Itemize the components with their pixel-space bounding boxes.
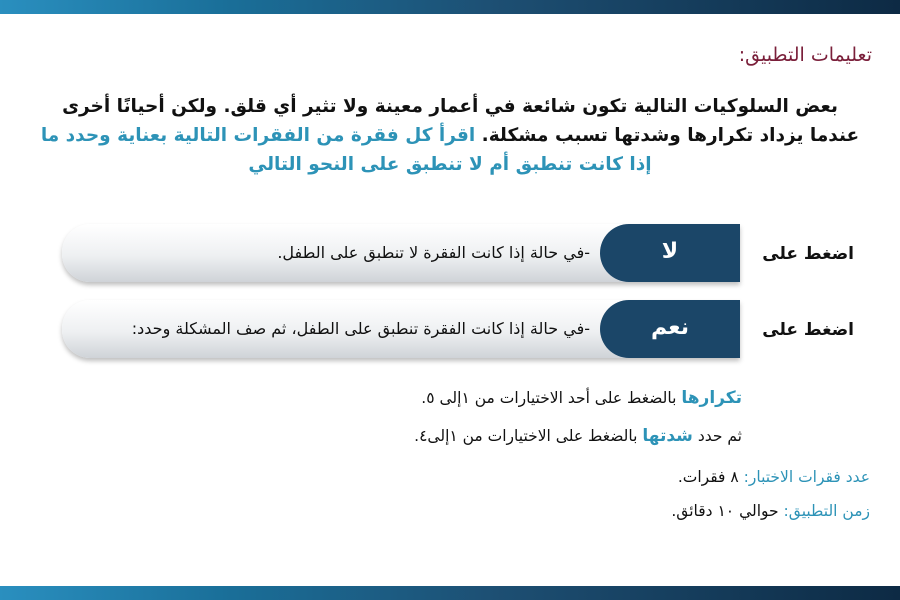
option-row-yes [0, 300, 900, 360]
press-label-yes: اضغط على [762, 320, 854, 340]
duration-label: زمن التطبيق: [783, 502, 870, 520]
severity-word: شدتها [642, 426, 693, 446]
items-count-value: ٨ فقرات. [677, 468, 739, 486]
intro-main-text: بعض السلوكيات التالية تكون شائعة في أعمار معينة ولا تثير أي قلق. ولكن أحيانًا أخرى عندما يزداد تكرارها وشدتها تسبب مشكلة. [62, 96, 860, 146]
items-count-info [678, 468, 870, 486]
instructions-title: تعليمات التطبيق: [738, 44, 872, 66]
intro-paragraph [40, 92, 860, 179]
option-yes-description: -في حالة إذا كانت الفقرة تنطبق على الطفل، ثم صف المشكلة وحدد: [131, 319, 590, 338]
top-decorative-bar [0, 0, 900, 14]
intro-accent-text: اقرأ كل فقرة من الفقرات التالية بعناية وحدد ما إذا كانت تنطبق أم لا تنطبق على النحو التالي [40, 125, 652, 175]
severity-text: بالضغط على الاختيارات من ١إلى٤. [414, 427, 638, 445]
duration-info [671, 502, 870, 520]
bottom-decorative-bar [0, 586, 900, 600]
severity-prefix: ثم حدد [697, 427, 742, 445]
duration-value: حوالي ١٠ دقائق. [671, 502, 779, 520]
no-button[interactable]: لا [600, 224, 740, 282]
option-row-no [0, 224, 900, 284]
frequency-word: تكرارها [681, 388, 742, 408]
option-no-description: -في حالة إذا كانت الفقرة لا تنطبق على الطفل. [277, 243, 590, 262]
frequency-instruction [421, 388, 742, 408]
press-label-no: اضغط على [762, 244, 854, 264]
items-count-label: عدد فقرات الاختبار: [743, 468, 870, 486]
frequency-text: بالضغط على أحد الاختيارات من ١إلى ٥. [421, 389, 677, 407]
yes-button[interactable]: نعم [600, 300, 740, 358]
severity-instruction [414, 426, 742, 446]
